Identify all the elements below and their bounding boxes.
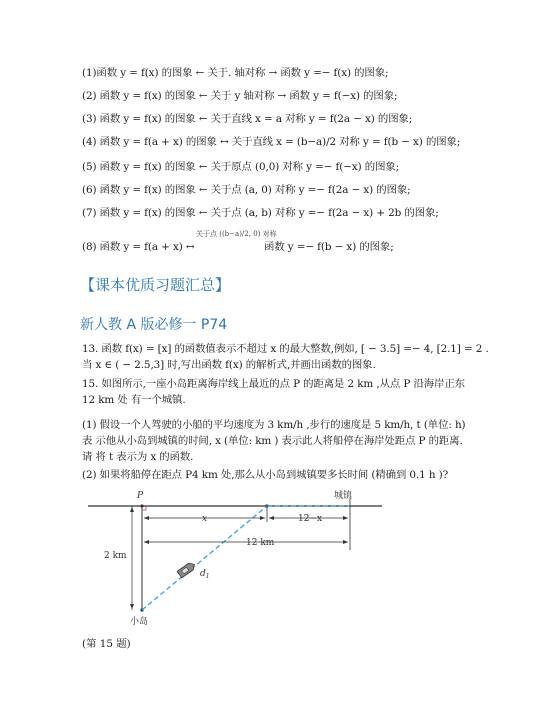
figure-caption: (第 15 题) (82, 638, 131, 650)
rule-8-left: (8) 函数 y = f(a + x) ↔ (82, 241, 195, 253)
problem-15-intro (82, 376, 480, 408)
x-arrow-right (260, 516, 265, 520)
problem-13 (82, 341, 489, 373)
rule-7: (7) 函数 y = f(x) 的图象 ← 关于点 (a, b) 对称 y =− f(2a − x) + 2b 的图象; (82, 207, 439, 219)
rule-3: (3) 函数 y = f(x) 的图象 ← 关于直线 x = a 对称 y = f(2a − x) 的图象; (82, 113, 413, 125)
total-arrow-right (343, 540, 348, 544)
rule-8-arrow-label: 关于点 ((b−a)/2, 0) 对称 (196, 230, 277, 238)
label-2km: 2 km (104, 551, 127, 561)
problem-15-part-2-line-1: (2) 如果将船停在距点 P4 km 处,那么从小岛到城镇要多长时间 (精确到 0.1 h )? (82, 469, 449, 481)
problem-15-part-1-line-3: 请 将 t 表示为 x 的函数. (82, 451, 194, 463)
rule-6: (6) 函数 y = f(x) 的图象 ← 关于点 (a, 0) 对称 y =− f(2a − x) 的图象; (82, 184, 411, 196)
problem-15-part-1-line-2: 表 示他从小岛到城镇的时间, x (单位: km ) 表示此人将船停在海岸处距点 P 的距离. (82, 435, 463, 447)
label-d1-subscript: 1 (205, 573, 210, 580)
label-d1-main: d (200, 569, 206, 579)
problem-13-line-1: 13. 函数 f(x) = [x] 的函数值表示不超过 x 的最大整数,例如, [ − 3.5] =− 4, [2.1] = 2 . (82, 343, 489, 355)
x-arrow-left (144, 516, 149, 520)
label-town: 城镇 (334, 491, 353, 501)
section-title: 【课本优质习题汇总】 (80, 276, 231, 294)
label-x: x (202, 514, 208, 524)
label-P: P (137, 491, 144, 501)
rem-arrow-right (343, 516, 348, 520)
total-arrow-left (144, 540, 149, 544)
label-12km: 12 km (246, 538, 275, 548)
label-d1 (200, 569, 210, 580)
rule-8-right: 函数 y =− f(b − x) 的图象; (264, 241, 394, 253)
label-12-minus-x: 12−x (298, 514, 323, 524)
label-island: 小岛 (130, 617, 149, 627)
problem-15-intro-line-1: 15. 如图所示,一座小岛距离海岸线上最近的点 P 的距离是 2 km ,从点 P 沿海岸正东 (82, 378, 465, 390)
height-arrow-bottom (130, 604, 134, 609)
boat-icon (177, 561, 196, 578)
rule-1: (1)函数 y = f(x) 的图象 ← 关于. 轴对称 → 函数 y =− f(x) 的图象; (82, 67, 389, 79)
island-town-diagram (82, 488, 392, 630)
rule-4: (4) 函数 y = f(a + x) 的图象 ↔ 关于直线 x = (b−a)/2 对称 y = f(b − x) 的图象; (82, 136, 461, 148)
rule-5: (5) 函数 y = f(x) 的图象 ← 关于原点 (0,0) 对称 y =− f(−x) 的图象; (82, 161, 400, 173)
problem-15-part-2 (82, 467, 480, 483)
point-P-dot (140, 504, 143, 507)
height-arrow-top (130, 507, 134, 512)
problem-15-figure (82, 488, 392, 630)
rem-arrow-left (269, 516, 274, 520)
problem-15-part-1-line-1: (1) 假设一个人驾驶的小船的平均速度为 3 km/h ,步行的速度是 5 km/h, t (单位: h) (82, 419, 466, 431)
problem-13-line-2: 当 x ∈ ( − 2.5,3] 时,写出函数 f(x) 的解析式,并画出函数的图象. (82, 359, 376, 371)
rule-2: (2) 函数 y = f(x) 的图象 ← 关于 y 轴对称 → 函数 y = f(−x) 的图象; (82, 90, 398, 102)
problem-15-intro-line-2: 12 km 处 有一个城镇. (82, 394, 186, 406)
subsection-title: 新人教 A 版必修一 P74 (80, 317, 228, 333)
problem-15-part-1 (82, 417, 480, 465)
